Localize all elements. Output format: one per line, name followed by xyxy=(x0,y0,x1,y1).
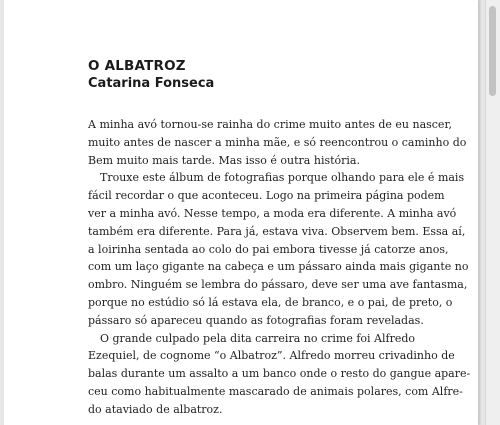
vertical-scrollbar[interactable] xyxy=(485,0,500,425)
text-line: A minha avó tornou-se rainha do crime muito antes de eu nascer, xyxy=(88,118,452,131)
paragraph-1 xyxy=(88,116,467,169)
text-line: porque no estúdio só lá estava ela, de branco, e o pai, de preto, o xyxy=(88,295,453,309)
text-line: pássaro só apareceu quando as fotografias foram reveladas. xyxy=(88,313,424,327)
text-line: Bem muito mais tarde. Mas isso é outra história. xyxy=(88,153,360,167)
text-line: balas durante um assalto a um banco onde o resto do gangue apare- xyxy=(88,367,471,381)
text-line: ombro. Ninguém se lembra do pássaro, deve ser uma ave fantasma, xyxy=(88,278,468,292)
story-body xyxy=(88,116,471,419)
scrollbar-thumb[interactable] xyxy=(489,6,496,96)
story-heading xyxy=(88,58,214,92)
text-line: fácil recordar o que aconteceu. Logo na primeira página podem xyxy=(88,189,445,203)
text-line: Trouxe este álbum de fotografias porque olhando para ele é mais xyxy=(100,171,465,185)
text-line: muito antes de nascer a minha mãe, e só reencontrou o caminho do xyxy=(88,135,467,149)
text-line: O grande culpado pela dita carreira no crime foi Alfredo xyxy=(100,331,416,345)
paragraph-3 xyxy=(88,330,471,419)
text-line: do ataviado de albatroz. xyxy=(88,402,223,416)
text-line: ver a minha avó. Nesse tempo, a moda era diferente. A minha avó xyxy=(88,206,457,220)
text-line: também era diferente. Para já, estava viva. Observem bem. Essa aí, xyxy=(88,224,466,238)
document-page xyxy=(4,0,479,425)
text-line: ceu como habitualmente mascarado de animais polares, com Alfre- xyxy=(88,384,463,398)
text-line: com um laço gigante na cabeça e um pássaro ainda mais gigante no xyxy=(88,260,469,274)
story-author: Catarina Fonseca xyxy=(88,76,215,91)
story-title: O ALBATROZ xyxy=(88,58,186,74)
text-line: a loirinha sentada ao colo do pai embora tivesse já catorze anos, xyxy=(88,242,449,256)
paragraph-2 xyxy=(88,169,469,329)
text-line: Ezequiel, de cognome “o Albatroz”. Alfredo morreu crivadinho de xyxy=(88,349,455,363)
